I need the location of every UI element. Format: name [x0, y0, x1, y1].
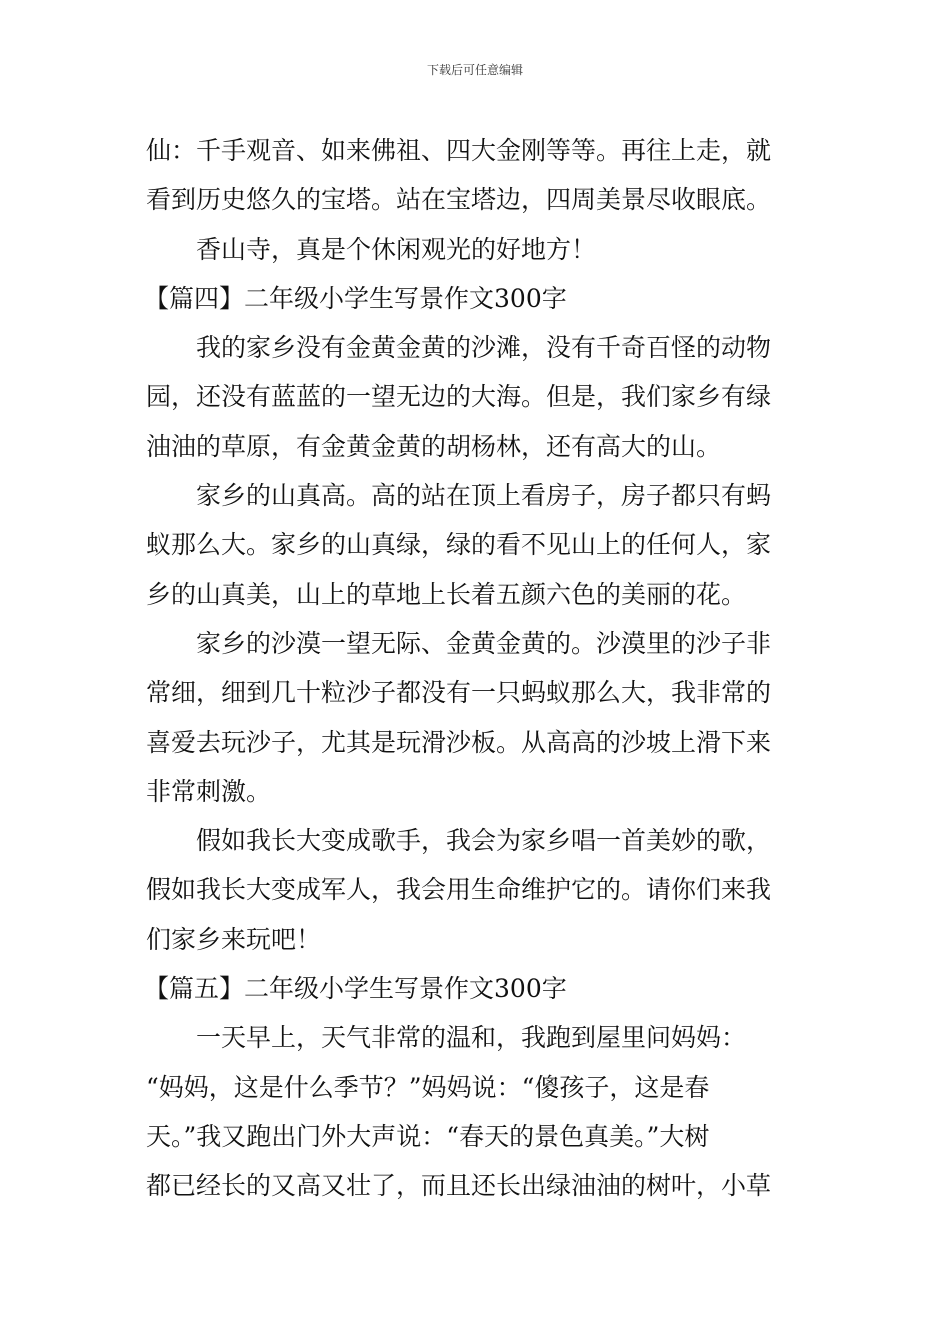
text-line: 都已经长的又高又壮了，而且还长出绿油油的树叶，小草: [146, 1171, 772, 1201]
text-line: 天。”我又跑出门外大声说：“春天的景色真美。”大树: [146, 1121, 710, 1151]
paragraph-start: 家乡的山真高。高的站在顶上看房子，房子都只有蚂: [196, 481, 772, 511]
text-line: 乡的山真美，山上的草地上长着五颜六色的美丽的花。: [146, 579, 747, 609]
text-line: 常细，细到几十粒沙子都没有一只蚂蚁那么大，我非常的: [146, 678, 772, 708]
section-heading: 【篇四】二年级小学生写景作文300字: [144, 283, 567, 313]
text-line: 喜爱去玩沙子，尤其是玩滑沙板。从高高的沙坡上滑下来: [146, 727, 772, 757]
paragraph-start: 我的家乡没有金黄金黄的沙滩，没有千奇百怪的动物: [196, 333, 772, 363]
text-line: 们家乡来玩吧！: [146, 924, 322, 954]
text-line: 看到历史悠久的宝塔。站在宝塔边，四周美景尽收眼底。: [146, 185, 772, 215]
paragraph-start: 香山寺，真是个休闲观光的好地方！: [196, 234, 597, 264]
document-body: [146, 126, 808, 1211]
paragraph-start: 假如我长大变成歌手，我会为家乡唱一首美妙的歌，: [196, 826, 772, 856]
text-line: 园，还没有蓝蓝的一望无边的大海。但是，我们家乡有绿: [146, 382, 772, 412]
text-line: 油油的草原，有金黄金黄的胡杨林，还有高大的山。: [146, 431, 722, 461]
text-line: “妈妈，这是什么季节？”妈妈说：“傻孩子，这是春: [146, 1072, 710, 1102]
paragraph-start: 一天早上，天气非常的温和，我跑到屋里问妈妈：: [196, 1023, 747, 1053]
section-heading: 【篇五】二年级小学生写景作文300字: [144, 974, 567, 1004]
page-header: 下载后可任意编辑: [426, 63, 523, 77]
text-line: 仙：千手观音、如来佛祖、四大金刚等等。再往上走，就: [146, 136, 772, 165]
paragraph-start: 家乡的沙漠一望无际、金黄金黄的。沙漠里的沙子非: [196, 628, 772, 658]
text-line: 假如我长大变成军人，我会用生命维护它的。请你们来我: [146, 875, 772, 905]
text-line: 蚁那么大。家乡的山真绿，绿的看不见山上的任何人，家: [146, 530, 772, 560]
text-line: 非常刺激。: [146, 776, 272, 806]
